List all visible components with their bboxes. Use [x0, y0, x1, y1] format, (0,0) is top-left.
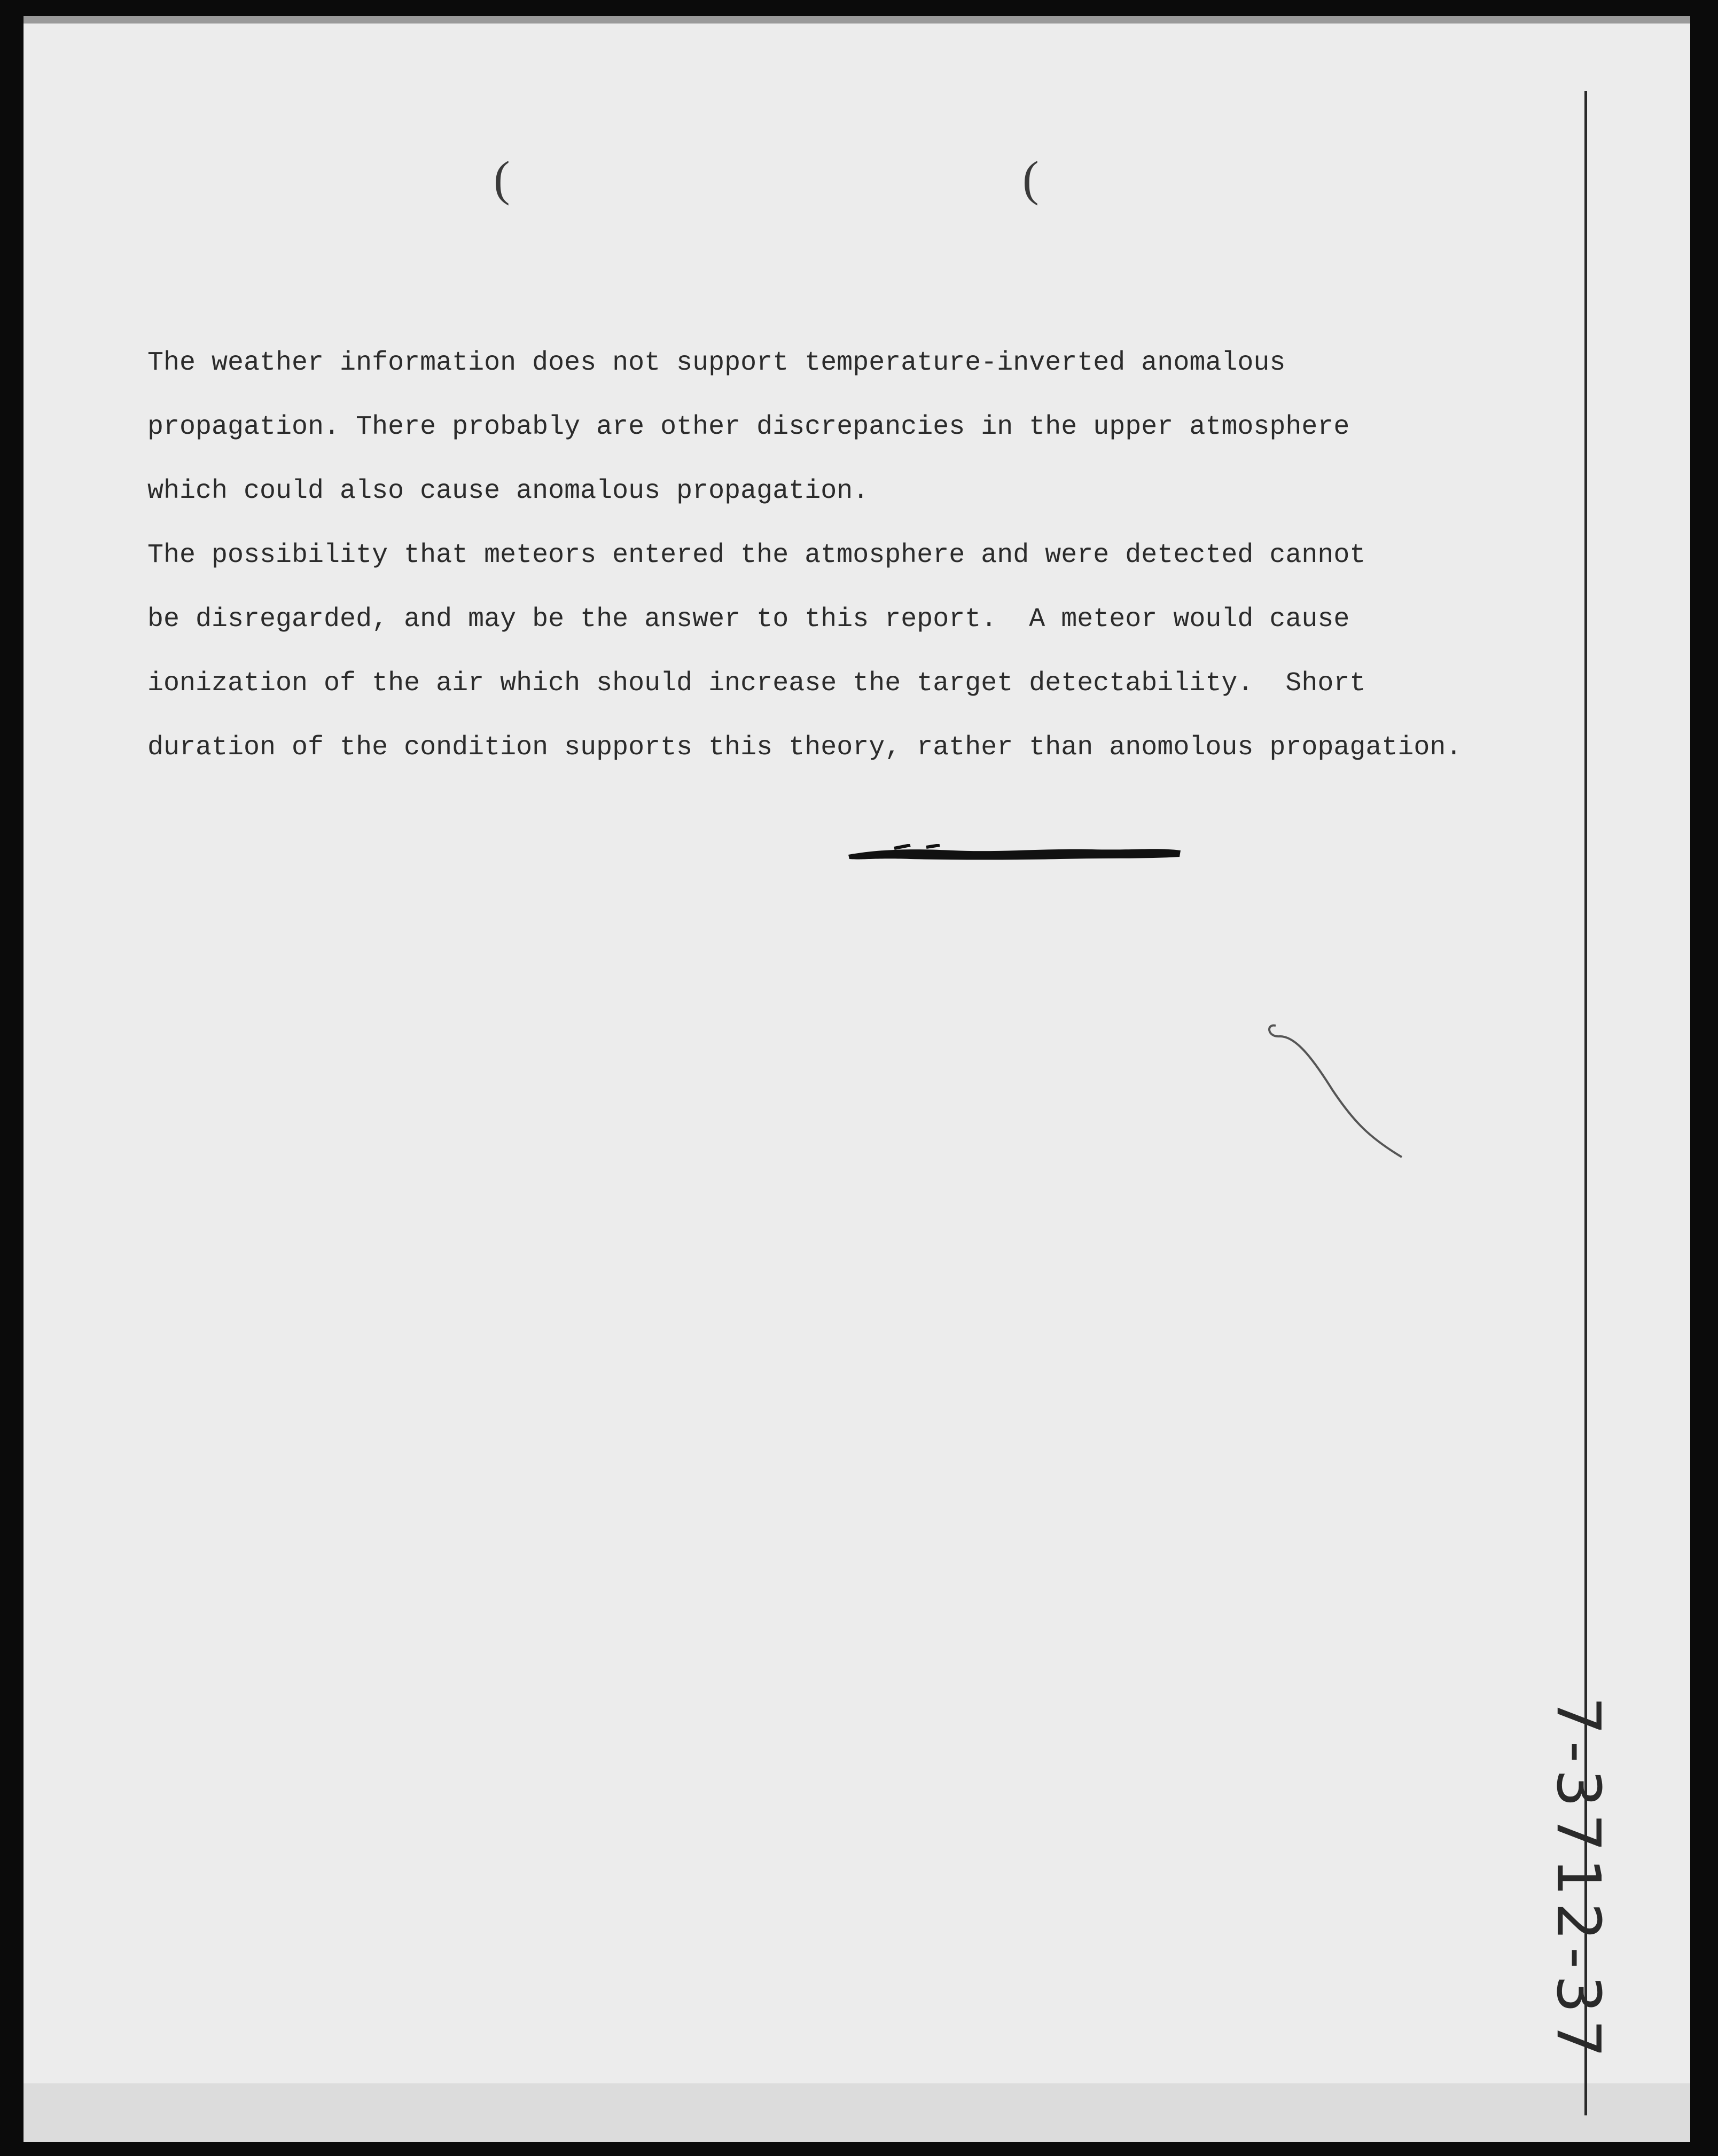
- text-line: ionization of the air which should increase the target detectability. Short: [147, 668, 1366, 699]
- page-top-edge: [24, 16, 1690, 24]
- text-line: propagation. There probably are other discrepancies in the upper atmosphere: [147, 412, 1350, 442]
- text-line: The weather information does not support temperature-inverted anomalous: [147, 348, 1286, 378]
- text-line: duration of the condition supports this theory, rather than anomolous propagation.: [147, 732, 1462, 763]
- right-paren-mark: (: [1022, 151, 1039, 206]
- left-paren-mark: (: [494, 151, 510, 206]
- handwritten-file-number: [1509, 1693, 1647, 2067]
- typed-body-text: [147, 331, 1547, 780]
- page-bottom-edge: [24, 2083, 1690, 2142]
- redaction-mark: [846, 844, 1183, 862]
- paragraph-weather: [147, 331, 1547, 524]
- document-page: [24, 16, 1690, 2142]
- paragraph-meteors: [147, 524, 1547, 780]
- file-number-text: 7-3712-37: [1543, 1697, 1613, 2064]
- text-line: The possibility that meteors entered the atmosphere and were detected cannot: [147, 540, 1366, 571]
- text-line: be disregarded, and may be the answer to this report. A meteor would cause: [147, 604, 1350, 635]
- text-line: which could also cause anomalous propagation.: [147, 476, 869, 506]
- pencil-check-mark: [1263, 1010, 1412, 1159]
